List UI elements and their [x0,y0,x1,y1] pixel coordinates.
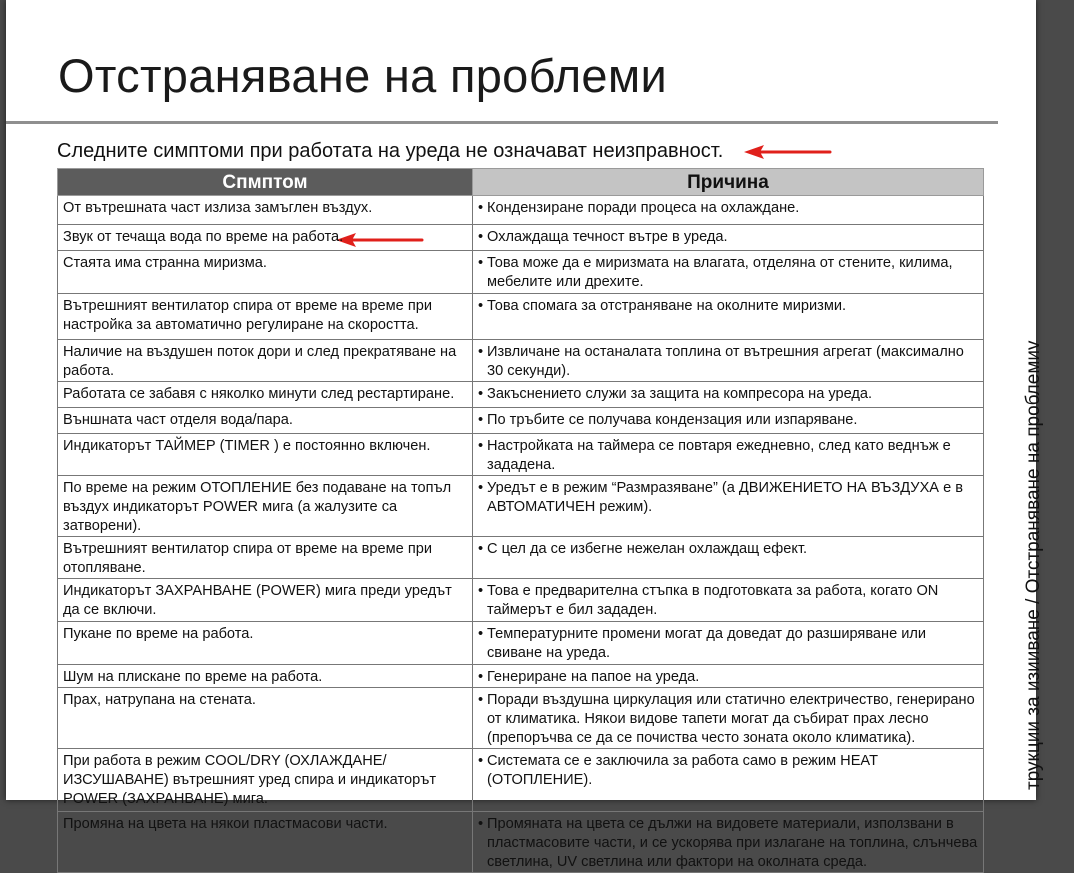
bullet-icon: • [478,583,484,599]
table-row [58,665,984,688]
cause-cell [473,749,984,812]
cause-text: С цел да се избегне нежелан охлаждащ ефект. [487,541,808,557]
cause-item [478,297,979,316]
cause-text: Промяната на цвета се дължи на видовете материали, използвани в пластмасовите части, и се ускорява при излагане на топлина, слънчева светлина, UV светлина или фактори на околната среда. [487,816,978,870]
cause-item [478,228,979,247]
table-row [58,340,984,382]
cause-item [478,815,979,872]
cause-cell [473,225,984,251]
cause-item [478,752,979,790]
column-header-symptom: Спмптом [58,169,473,196]
title-divider [6,121,998,124]
symptom-cell: Индикаторът ТАЙМЕР (TIMER ) е постоянно включен. [58,434,473,476]
cause-cell [473,579,984,622]
bullet-icon: • [478,753,484,769]
cause-text: Уредът е в режим “Размразяване” (а ДВИЖЕНИЕТО НА ВЪЗДУХА е в АВТОМАТИЧЕН режим). [487,480,964,515]
bullet-icon: • [478,480,484,496]
table-row [58,812,984,873]
bullet-icon: • [478,200,484,216]
cause-text: Системата се е заключила за работа само в режим HEAT (ОТОПЛЕНИЕ). [487,753,878,788]
table-row [58,251,984,294]
cause-cell [473,665,984,688]
arrow-left-icon [744,142,834,162]
cause-item [478,582,979,620]
symptom-cell: Работата се забавя с няколко минути след рестартиране. [58,382,473,408]
bullet-icon: • [478,412,484,428]
bullet-icon: • [478,541,484,557]
symptom-cell: Звук от течаща вода по време на работа. [58,225,473,251]
bullet-icon: • [478,229,484,245]
bullet-icon: • [478,816,484,832]
cause-text: По тръбите се получава кондензация или изпаряване. [487,412,858,428]
table-row [58,579,984,622]
cause-item [478,691,979,748]
table-row [58,294,984,340]
cause-text: Закъснението служи за защита на компресора на уреда. [487,386,873,402]
cause-cell [473,434,984,476]
cause-cell [473,688,984,749]
cause-text: Това може да е миризмата на влагата, отделяна от стените, килима, мебелите или дрехите. [487,255,953,290]
table-body [58,196,984,873]
cause-cell [473,622,984,665]
cause-item [478,199,979,218]
cause-item [478,668,979,687]
bullet-icon: • [478,438,484,454]
cause-cell [473,251,984,294]
symptom-cell: Вътрешният вентилатор спира от време на време при отопляване. [58,537,473,579]
bullet-icon: • [478,626,484,642]
cause-item [478,411,979,430]
troubleshooting-table [57,168,984,873]
symptom-cell: Индикаторът ЗАХРАНВАНЕ (POWER) мига преди уредът да се включи. [58,579,473,622]
bullet-icon: • [478,344,484,360]
cause-text: Кондензиране поради процеса на охлаждане. [487,200,800,216]
table-row [58,688,984,749]
symptom-cell: При работа в режим COOL/DRY (ОХЛАЖДАНЕ/ ИЗСУШАВАНЕ) вътрешният уред спира и индикаторът POWER (ЗАХРАНВАНЕ) мига. [58,749,473,812]
cause-cell [473,294,984,340]
cause-item [478,385,979,404]
side-section-label: трукции за изииване / Отстраняване на проблемиv [1023,340,1044,790]
table-row [58,622,984,665]
cause-cell [473,340,984,382]
cause-cell [473,382,984,408]
symptom-cell: Пукане по време на работа. [58,622,473,665]
symptom-cell: Шум на плискане по време на работа. [58,665,473,688]
cause-item [478,437,979,475]
cause-text: Извличане на останалата топлина от вътрешния агрегат (максимално 30 секунди). [487,344,964,379]
cause-cell [473,408,984,434]
intro-text: Следните симптоми при работата на уреда не означават неизправност. [57,140,724,162]
cause-text: Това спомага за отстраняване на околните миризми. [487,298,847,314]
symptom-cell: Наличие на въздушен поток дори и след прекратяване на работа. [58,340,473,382]
symptom-cell: Промяна на цвета на някои пластмасови части. [58,812,473,873]
cause-item [478,479,979,517]
symptom-cell: Прах, натрупана на стената. [58,688,473,749]
cause-item [478,540,979,559]
table-row [58,408,984,434]
table-row [58,382,984,408]
bullet-icon: • [478,692,484,708]
cause-text: Охлаждаща течност вътре в уреда. [487,229,728,245]
cause-text: Това е предварителна стъпка в подготовката за работа, когато ON таймерът е бил зададен. [487,583,939,618]
table-header-row [58,169,984,196]
table-row [58,749,984,812]
symptom-cell: Вътрешният вентилатор спира от време на време при настройка за автоматично регулиране на скоростта. [58,294,473,340]
cause-text: Поради въздушна циркулация или статично електричество, генерирано от климатика. Някои видове тапети могат да събират прах лесно (препоръчва се да се почиства често зоната около климатика). [487,692,975,746]
table-row [58,225,984,251]
cause-cell [473,476,984,537]
cause-text: Температурните промени могат да доведат до разширяване или свиване на уреда. [487,626,927,661]
bullet-icon: • [478,255,484,271]
document-page [6,0,1044,870]
bullet-icon: • [478,298,484,314]
cause-item [478,254,979,292]
cause-text: Генериране на папое на уреда. [487,669,700,685]
page-title: Отстраняване на проблеми [58,49,668,102]
cause-item [478,625,979,663]
cause-cell [473,196,984,225]
table-row [58,476,984,537]
cause-cell [473,537,984,579]
bullet-icon: • [478,669,484,685]
bullet-icon: • [478,386,484,402]
symptom-cell: Външната част отделя вода/пара. [58,408,473,434]
table-row [58,196,984,225]
symptom-cell: От вътрешната част излиза замъглен въздух. [58,196,473,225]
table-row [58,434,984,476]
cause-text: Настройката на таймера се повтаря ежедневно, след като веднъж е зададена. [487,438,951,473]
cause-cell [473,812,984,873]
cause-item [478,343,979,381]
symptom-cell: Стаята има странна миризма. [58,251,473,294]
table-row [58,537,984,579]
column-header-cause: Причина [473,169,984,196]
symptom-cell: По време на режим ОТОПЛЕНИЕ без подаване на топъл въздух индикаторът POWER мига (а жалузите са затворени). [58,476,473,537]
